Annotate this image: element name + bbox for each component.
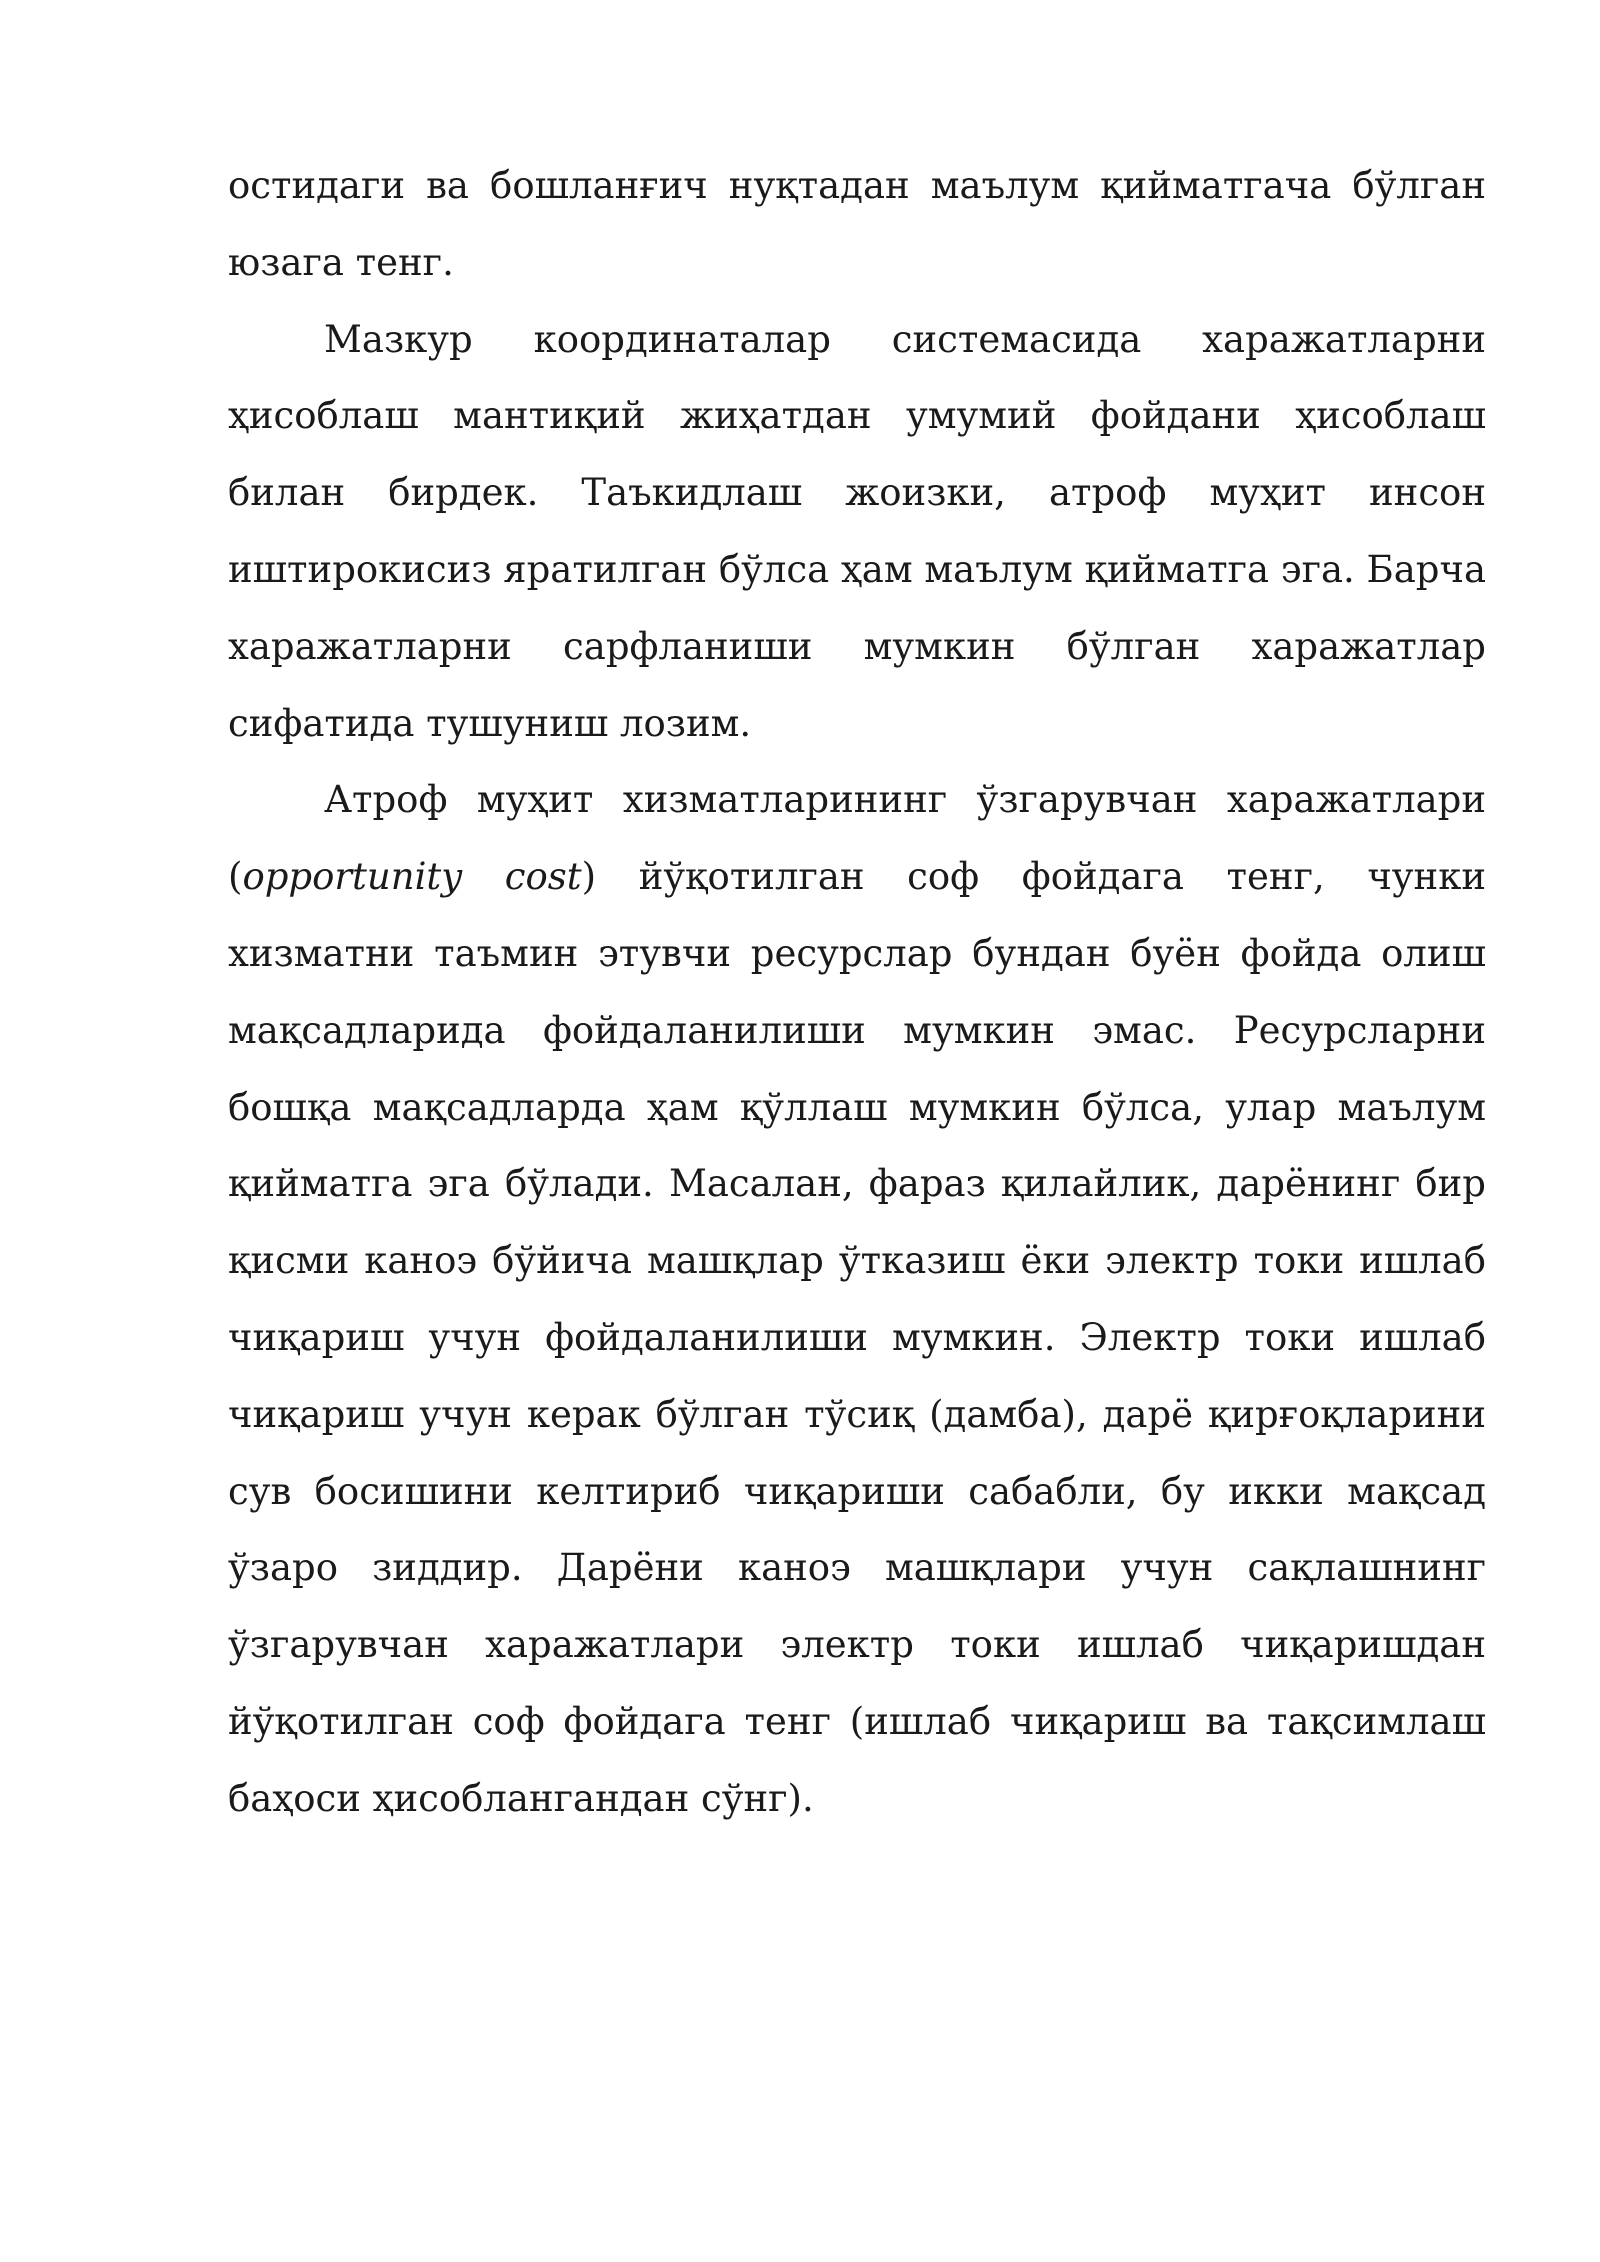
document-page [228,148,1486,1838]
paragraph-continuation: остидаги ва бошланғич нуқтадан маълум қийматгача бўлган юзага тенг. [228,164,1486,284]
paragraph-opportunity-cost [228,762,1486,1837]
paragraph-text-before-term: Атроф муҳит хизматларининг ўзгарувчан харажатлари ( [228,778,1486,899]
paragraph-cost-calculation: Мазкур координаталар системасида харажатларни ҳисоблаш мантиқий жиҳатдан умумий фойдани ҳисоблаш билан бирдек. Таъкидлаш жоизки, атроф муҳит инсон иштирокисиз яратилган бўлса ҳам маълум қийматга эга. Барча харажатларни сарфланиши мумкин бўлган харажатлар сифатида тушуниш лозим. [228,317,1486,745]
italic-term: opportunity cost [242,855,582,899]
paragraph-text-after-term: ) йўқотилган соф фойдага тенг, чунки хизматни таъмин этувчи ресурслар бундан буён фойда олиш мақсадларида фойдаланилиши мумкин эмас. Ресурсларни бошқа мақсадларда ҳам қўллаш мумкин бўлса, улар маълум қийматга эга бўлади. Масалан, фараз қилайлик, дарёнинг бир қисми каноэ бўйича машқлар ўтказиш ёки электр токи ишлаб чиқариш учун фойдаланилиши мумкин. Электр токи ишлаб чиқариш учун керак бўлган тўсиқ (дамба), дарё қирғоқларини сув босишини келтириб чиқариши сабабли, бу икки мақсад ўзаро зиддир. Дарёни каноэ машқлари учун сақлашнинг ўзгарувчан харажатлари электр токи ишлаб чиқаришдан йўқотилган соф фойдага тенг (ишлаб чиқариш ва тақсимлаш баҳоси ҳисоблангандан сўнг). [228,855,1487,1820]
